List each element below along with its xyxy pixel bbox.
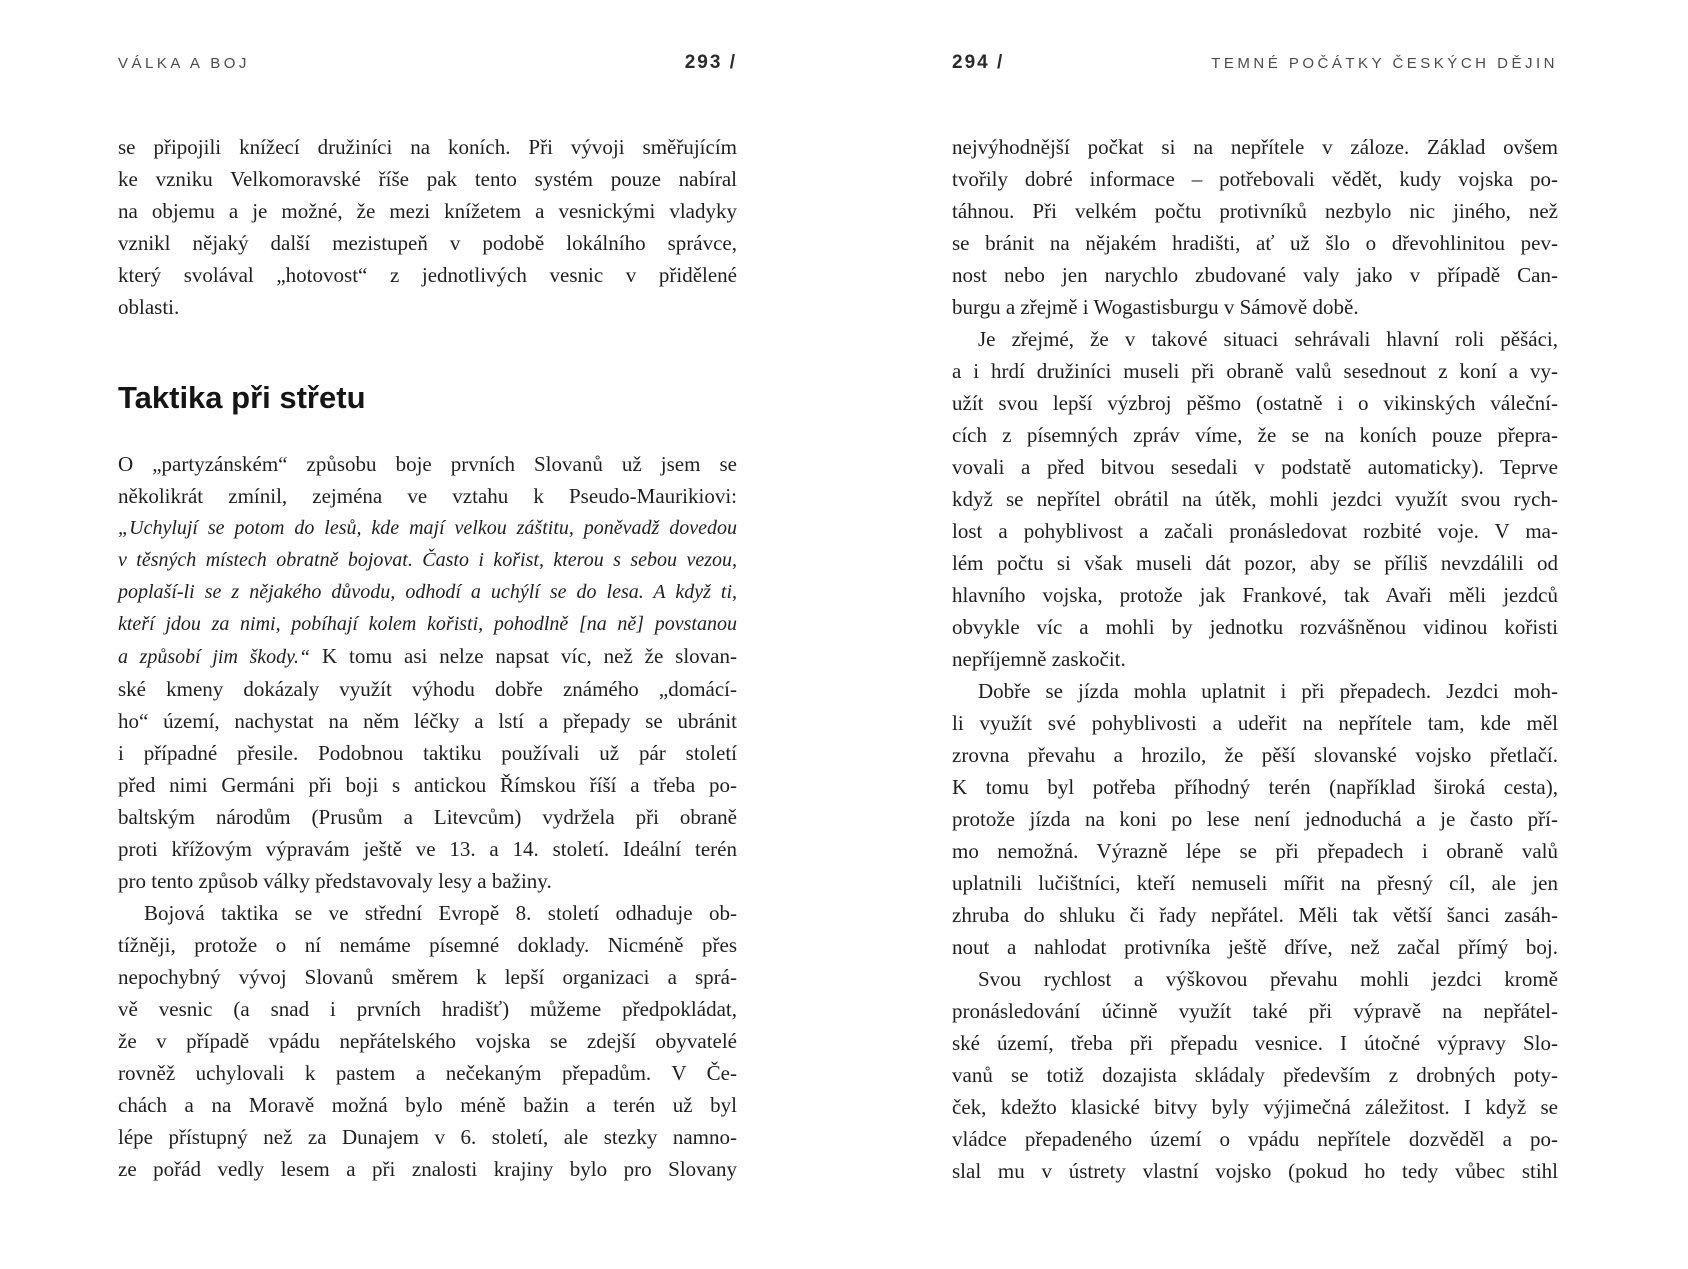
text-line: vovali a před bitvou sesedali v podstatě automaticky). Teprve xyxy=(952,455,1558,479)
running-title-right: TEMNÉ POČÁTKY ČESKÝCH DĚJIN xyxy=(1211,55,1558,72)
text-line: který svolával „hotovost“ z jednotlivých vesnic v přidělené xyxy=(118,263,737,287)
text-line: ke vzniku Velkomoravské říše pak tento systém pouze nabíral xyxy=(118,167,737,191)
text-line: Bojová taktika se ve střední Evropě 8. století odhaduje ob- xyxy=(144,901,737,925)
paragraph xyxy=(952,675,1558,963)
text-line: oblasti. xyxy=(118,295,180,319)
quote-text-line: „Uchylují se potom do lesů, kde mají velkou záštitu, poněvadž dovedou xyxy=(118,517,737,539)
text-line: se připojili knížecí družiníci na koních. Při vývoji směřujícím xyxy=(118,135,737,159)
left-page-body xyxy=(118,131,737,1185)
text-line: ské kmeny dokázaly využít výhodu dobře známého „domácí- xyxy=(118,677,737,701)
text-line: uplatnili lučištníci, kteří nemuseli mířit na přesný cíl, ale jen xyxy=(952,871,1558,895)
text-line: nout a nahlodat protivníka ještě dříve, než začal přímý boj. xyxy=(952,935,1558,959)
text-line: Je zřejmé, že v takové situaci sehrávali hlavní roli pěšáci, xyxy=(978,327,1558,351)
text-line: O „partyzánském“ způsobu boje prvních Slovanů už jsem se xyxy=(118,452,737,476)
quote-text-line: kteří jdou za nimi, pobíhají kolem kořisti, pohodlně [na ně] povstanou xyxy=(118,613,737,635)
text-line: ček, kdežto klasické bitvy byly výjimečná záležitost. I když se xyxy=(952,1095,1558,1119)
text-line xyxy=(118,640,737,673)
text-line: tížněji, protože o ní nemáme písemné doklady. Nicméně přes xyxy=(118,933,737,957)
paragraph xyxy=(952,323,1558,675)
text-line: tvořily dobré informace – potřebovali vědět, kudy vojska po- xyxy=(952,167,1558,191)
text-line: li využít své pohyblivosti a udeřit na nepřítele tam, kde měl xyxy=(952,711,1558,735)
right-page-body xyxy=(952,131,1558,1187)
right-page-header xyxy=(952,52,1558,74)
text-line: nost nebo jen narychlo zbudované valy jako v případě Can- xyxy=(952,263,1558,287)
text-line: a i hrdí družiníci museli při obraně valů sesednout z koní a vy- xyxy=(952,359,1558,383)
text-line: nejvýhodnější počkat si na nepřítele v záloze. Základ ovšem xyxy=(952,135,1558,159)
text-line: nepříjemně zaskočit. xyxy=(952,647,1126,671)
text-line: pro tento způsob války představovaly lesy a bažiny. xyxy=(118,869,552,893)
right-page xyxy=(952,0,1558,1269)
text-line: burgu a zřejmě i Wogastisburgu v Sámově době. xyxy=(952,295,1359,319)
quote-text-line: v těsných místech obratně bojovat. Často i kořist, kterou s sebou vezou, xyxy=(118,549,737,571)
paragraph xyxy=(952,131,1558,323)
page-number-right: 294 / xyxy=(952,52,1005,73)
paragraph xyxy=(118,131,737,323)
text-line: táhnou. Při velkém počtu protivníků nezbylo nic jiného, než xyxy=(952,199,1558,223)
text-line: se bránit na nějakém hradišti, ať už šlo o dřevohlinitou pev- xyxy=(952,231,1558,255)
text-line: pronásledování účinně využít také při výpravě na nepřátel- xyxy=(952,999,1558,1023)
text-line: několikrát zmínil, zejména ve vztahu k Pseudo-Maurikiovi: xyxy=(118,484,737,508)
text-line: že v případě vpádu nepřátelského vojska se zdejší obyvatelé xyxy=(118,1029,737,1053)
running-title-left: VÁLKA A BOJ xyxy=(118,55,250,72)
text-line: K tomu byl potřeba příhodný terén (například široká cesta), xyxy=(952,775,1558,799)
text-line: slal mu v ústrety vlastní vojsko (pokud ho tedy vůbec stihl xyxy=(952,1159,1558,1183)
text-line: proti křížovým výpravám ještě ve 13. a 14. století. Ideální terén xyxy=(118,837,737,861)
text-line: i případné přesile. Podobnou taktiku používali už pár století xyxy=(118,741,737,765)
paragraph xyxy=(118,897,737,1185)
text-line: zrovna převahu a hrozilo, že pěší slovanské vojsko přetlačí. xyxy=(952,743,1558,767)
text-line: hlavního vojska, protože jak Frankové, tak Avaři měli jezdců xyxy=(952,583,1558,607)
text-line: zhruba do shluku či řady nepřátel. Měli tak větší šanci zasáh- xyxy=(952,903,1558,927)
text-line: obvykle víc a mohli by jednotku rozvášněnou vidinou kořisti xyxy=(952,615,1558,639)
text-line: cích z písemných zpráv víme, že se na koních pouze přepra- xyxy=(952,423,1558,447)
paragraph xyxy=(952,963,1558,1187)
text-line: protože jízda na koni po lese není jednoduchá a je často pří- xyxy=(952,807,1558,831)
text-line: mo nemožná. Výrazně lépe se při přepadech i obraně valů xyxy=(952,839,1558,863)
text-line: lépe přístupný než za Dunajem v 6. století, ale stezky namno- xyxy=(118,1125,737,1149)
text-line: když se nepřítel obrátil na útěk, mohli jezdci využít svou rych- xyxy=(952,487,1558,511)
text-line: vládce přepadeného území o vpádu nepřítele dozvěděl a po- xyxy=(952,1127,1558,1151)
text-line: Dobře se jízda mohla uplatnit i při přepadech. Jezdci moh- xyxy=(978,679,1558,703)
page-number-left: 293 / xyxy=(684,52,737,73)
text-line: ské území, třeba při přepadu vesnice. I útočné výpravy Slo- xyxy=(952,1031,1558,1055)
left-page-header xyxy=(118,52,737,74)
text-line: rovněž uchylovali k pastem a nečekaným přepadům. V Če- xyxy=(118,1061,737,1085)
quote-italic-segment: a způsobí jim škody.“ xyxy=(118,646,311,668)
text-line: vanů se totiž dozajista skládaly především z drobných poty- xyxy=(952,1063,1558,1087)
text-segment: K tomu asi nelze napsat víc, než že slovan- xyxy=(310,644,737,668)
quote-text-line: poplaší-li se z nějakého důvodu, odhodí a uchýlí se do lesa. A když ti, xyxy=(118,581,737,603)
text-line: baltským národům (Prusům a Litevcům) vydržela při obraně xyxy=(118,805,737,829)
text-line: vznikl nějaký další mezistupeň v podobě lokálního správce, xyxy=(118,231,737,255)
section-heading: Taktika při střetu xyxy=(118,380,366,415)
text-line: lost a pohyblivost a začali pronásledovat rozbité voje. V ma- xyxy=(952,519,1558,543)
paragraph xyxy=(118,448,737,897)
text-line: lém počtu si však museli dát pozor, aby se příliš nevzdálili od xyxy=(952,551,1558,575)
text-line: ze pořád vedly lesem a při znalosti krajiny bylo pro Slovany xyxy=(118,1157,737,1181)
text-line: ho“ území, nachystat na něm léčky a lstí a přepady se ubránit xyxy=(118,709,737,733)
text-line: před nimi Germáni při boji s antickou Římskou říší a třeba po- xyxy=(118,773,737,797)
left-page xyxy=(118,0,737,1269)
text-line: nepochybný vývoj Slovanů směrem k lepší organizaci a sprá- xyxy=(118,965,737,989)
text-line: užít svou lepší výzbroj pěšmo (ostatně i o vikinských váleční- xyxy=(952,391,1558,415)
text-line: Svou rychlost a výškovou převahu mohli jezdci kromě xyxy=(978,967,1558,991)
text-line: chách a na Moravě možná bylo méně bažin a terén už byl xyxy=(118,1093,737,1117)
text-line: na objemu a je možné, že mezi knížetem a vesnickými vladyky xyxy=(118,199,737,223)
text-line: vě vesnic (a snad i prvních hradišť) můžeme předpokládat, xyxy=(118,997,737,1021)
